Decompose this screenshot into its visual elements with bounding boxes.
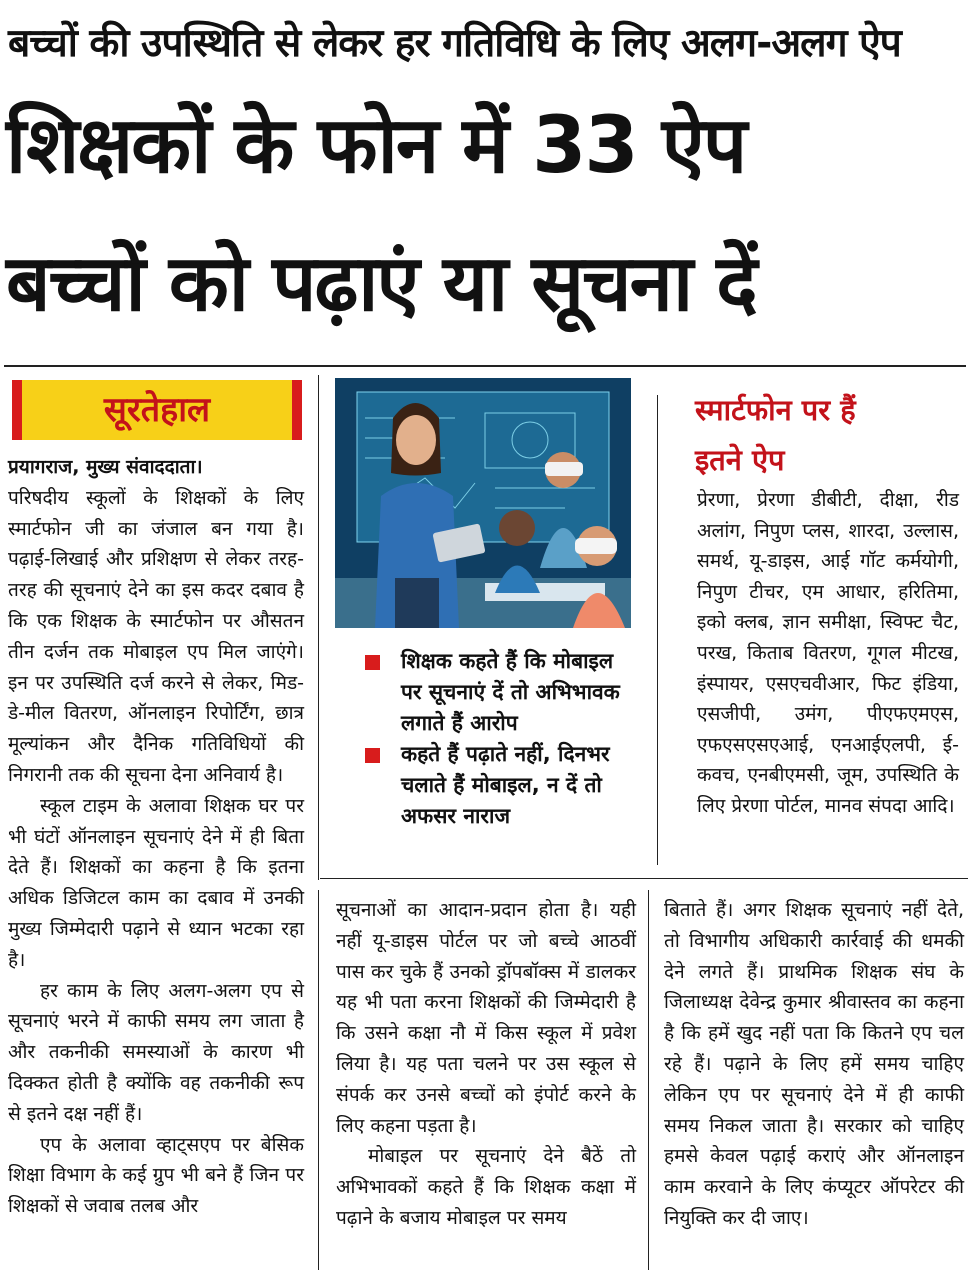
col1-para-2: स्कूल टाइम के अलावा शिक्षक घर पर भी घंटों ऑनलाइन सूचनाएं देने में ही बिता देते हैं। शिक्षकों का कहना है कि इतना अधिक डिजिटल काम का दबाव में उनकी मुख्य जिम्मेदारी पढ़ाने से ध्यान भटका रहा है। xyxy=(8,794,304,971)
classroom-photo xyxy=(335,378,631,628)
sidebar-heading-line-1: स्मार्टफोन पर हैं xyxy=(695,393,856,427)
col2-para-1: सूचनाओं का आदान-प्रदान होता है। यही नहीं यू-डाइस पोर्टल पर जो बच्चे आठवीं पास कर चुके हैं उनको ड्रॉपबॉक्स में डालकर यह भी पता करना शिक्षकों की जिम्मेदारी है कि उसने कक्षा नौ में किस स्कूल में प्रवेश लिया है। यह पता चलने पर उस स्कूल से संपर्क कर उनसे बच्चों को इंपोर्ट करने के लिए कहना पड़ता है। xyxy=(336,899,636,1137)
bullet-square-icon xyxy=(365,748,380,763)
col1-para-1: परिषदीय स्कूलों के शिक्षकों के लिए स्मार्टफोन जी का जंजाल बन गया है। पढ़ाई-लिखाई और प्रशिक्षण से लेकर तरह-तरह की सूचनाएं देने का इस कदर दबाव है कि एक शिक्षक के स्मार्टफोन पर औसतन तीन दर्जन तक मोबाइल एप मिल जाएंगे। इन पर उपस्थिति दर्ज करने से लेकर, मिड-डे-मील वितरण, ऑनलाइन रिपोर्टिंग, छात्र मूल्यांकन और दैनिक गतिविधियों की निगरानी तक की सूचना देना अनिवार्य है। xyxy=(8,486,304,786)
headline-rule xyxy=(4,365,966,367)
bullet-item xyxy=(355,646,640,739)
column-3 xyxy=(664,895,964,1234)
column-divider-4 xyxy=(648,890,649,1270)
sidebar-heading-line-2: इतने ऐप xyxy=(695,443,785,477)
column-divider-3 xyxy=(318,890,319,1270)
kicker-headline: बच्चों की उपस्थिति से लेकर हर गतिविधि के लिए अलग-अलग ऐप xyxy=(8,21,901,66)
column-divider-1 xyxy=(318,375,319,880)
dateline: प्रयागराज, मुख्य संवाददाता। xyxy=(8,456,203,478)
highlight-bullets xyxy=(355,646,640,832)
section-tag-label: सूरतेहाल xyxy=(103,390,211,430)
bullet-item xyxy=(355,739,640,832)
app-list: प्रेरणा, प्रेरणा डीबीटी, दीक्षा, रीड अलांग, निपुण प्लस, शारदा, उल्लास, समर्थ, यू-डाइस, आई गॉट कर्मयोगी, निपुण टीचर, एम आधार, हरितिमा, इको क्लब, ज्ञान समीक्षा, स्विफ्ट चैट, परख, किताब वितरण, गूगल मीटख, इंस्पायर, एसएचवीआर, फिट इंडिया, एसजीपी, उमंग, पीएफएमएस, एफएसएसएआई, एनआईएलपी, ई-कवच, एनबीएमसी, जूम, उपस्थिति के लिए प्रेरणा पोर्टल, मानव संपदा आदि। xyxy=(697,489,959,817)
col1-para-4: एप के अलावा व्हाट्सएप पर बेसिक शिक्षा विभाग के कई ग्रुप भी बने हैं जिन पर शिक्षकों से जवाब तलब और xyxy=(8,1133,304,1218)
col1-para-3: हर काम के लिए अलग-अलग एप से सूचनाएं भरने में काफी समय लग जाता है और तकनीकी समस्याओं के कारण भी दिक्कत होती है क्योंकि वह तकनीकी रूप से इतने दक्ष नहीं हैं। xyxy=(8,979,304,1125)
sidebar-heading xyxy=(695,385,955,485)
column-2 xyxy=(336,895,636,1234)
section-tag xyxy=(12,380,302,440)
col3-para-1: बिताते हैं। अगर शिक्षक सूचनाएं नहीं देते, तो विभागीय अधिकारी कार्रवाई की धमकी देने लगते हैं। प्राथमिक शिक्षक संघ के जिलाध्यक्ष देवेन्द्र कुमार श्रीवास्तव का कहना है कि हमें खुद नहीं पता कि कितने एप चल रहे हैं। पढ़ाने के लिए हमें समय चाहिए लेकिन एप पर सूचनाएं देने में ही काफी समय निकल जाता है। सरकार को चाहिए हमसे केवल पढ़ाई कराएं और ऑनलाइन काम करवाने के लिए कंप्यूटर ऑपरेटर की नियुक्ति कर दी जाए। xyxy=(664,899,964,1229)
headline-line-2: बच्चों को पढ़ाएं या सूचना दें xyxy=(6,239,756,329)
bullet-text: कहते हैं पढ़ाते नहीं, दिनभर चलाते हैं मोबाइल, न दें तो अफसर नाराज xyxy=(401,742,610,828)
column-divider-2 xyxy=(657,395,658,865)
box-bottom-rule xyxy=(320,878,968,879)
headline-line-1: शिक्षकों के फोन में 33 ऐप xyxy=(6,101,746,191)
bullet-text: शिक्षक कहते हैं कि मोबाइल पर सूचनाएं दें तो अभिभावक लगाते हैं आरोप xyxy=(401,649,620,735)
column-1 xyxy=(8,452,304,1222)
col2-para-2: मोबाइल पर सूचनाएं देने बैठें तो अभिभावकों कहते हैं कि शिक्षक कक्षा में पढ़ाने के बजाय मोबाइल पर समय xyxy=(336,1145,636,1229)
bullet-square-icon xyxy=(365,655,380,670)
